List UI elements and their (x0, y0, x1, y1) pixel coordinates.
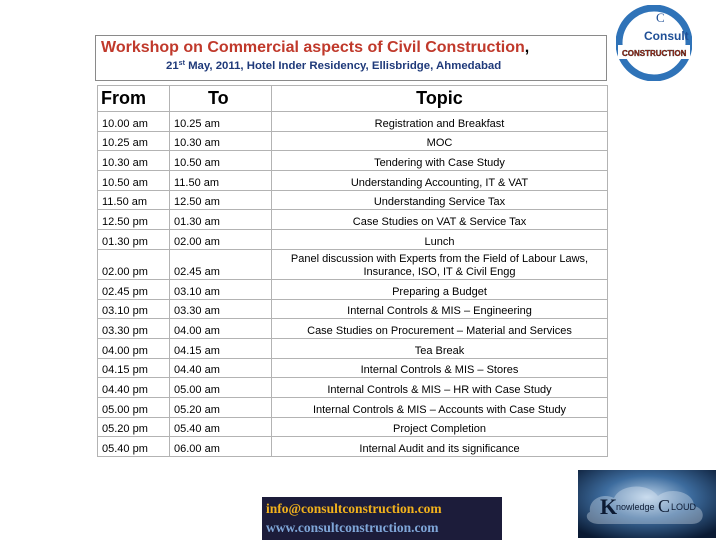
workshop-title (101, 39, 529, 57)
workshop-header (95, 35, 607, 81)
table-row (98, 131, 608, 151)
cell-to: 10.25 am (170, 112, 272, 132)
table-row (98, 299, 608, 319)
table-row (98, 151, 608, 171)
cell-to: 05.20 am (170, 397, 272, 417)
cell-topic: Internal Controls & MIS – Stores (272, 358, 608, 378)
table-header-row (98, 86, 608, 112)
cell-from: 05.00 pm (98, 397, 170, 417)
cell-to: 04.15 am (170, 338, 272, 358)
cell-from: 11.50 am (98, 190, 170, 210)
date-day: 21 (166, 60, 179, 72)
cell-to: 10.30 am (170, 131, 272, 151)
cell-from: 02.45 pm (98, 279, 170, 299)
kc-letter-c: C (658, 496, 671, 516)
cell-topic: Tendering with Case Study (272, 151, 608, 171)
cell-from: 10.30 am (98, 151, 170, 171)
table-row (98, 338, 608, 358)
cell-from: 10.25 am (98, 131, 170, 151)
logo-word-construction: CONSTRUCTION (622, 49, 687, 58)
cell-from: 02.00 pm (98, 249, 170, 279)
cell-to: 12.50 am (170, 190, 272, 210)
cell-from: 03.10 pm (98, 299, 170, 319)
contact-block (262, 497, 502, 540)
cell-from: 04.00 pm (98, 338, 170, 358)
cell-to: 05.00 am (170, 378, 272, 398)
table-row (98, 230, 608, 250)
cell-from: 12.50 pm (98, 210, 170, 230)
cell-from: 04.40 pm (98, 378, 170, 398)
table-row (98, 319, 608, 339)
workshop-date-venue (166, 60, 501, 72)
title-text: Workshop on Commercial aspects of Civil Construction (101, 39, 525, 56)
cell-topic: Internal Controls & MIS – Engineering (272, 299, 608, 319)
cell-to: 03.30 am (170, 299, 272, 319)
cell-from: 01.30 pm (98, 230, 170, 250)
cell-from: 10.00 am (98, 112, 170, 132)
schedule-table (97, 85, 608, 457)
cell-topic: Case Studies on Procurement – Material and Services (272, 319, 608, 339)
table-row (98, 112, 608, 132)
header-topic: Topic (272, 86, 608, 112)
table-row (98, 249, 608, 279)
cell-to: 02.00 am (170, 230, 272, 250)
website-link[interactable]: www.consultconstruction.com (266, 520, 439, 535)
table-row (98, 358, 608, 378)
cell-from: 05.20 pm (98, 417, 170, 437)
cell-to: 03.10 am (170, 279, 272, 299)
cell-topic: Tea Break (272, 338, 608, 358)
date-venue-text: May, 2011, Hotel Inder Residency, Ellisbridge, Ahmedabad (184, 60, 502, 72)
cell-from: 03.30 pm (98, 319, 170, 339)
table-row (98, 279, 608, 299)
table-row (98, 190, 608, 210)
table-row (98, 210, 608, 230)
date-suffix: st (178, 60, 185, 67)
email-link[interactable]: info@consultconstruction.com (266, 501, 442, 516)
logo-word-consult: Consult (644, 29, 689, 43)
kc-letter-k: K (600, 494, 618, 519)
cell-topic: Understanding Service Tax (272, 190, 608, 210)
cell-to: 01.30 am (170, 210, 272, 230)
cell-to: 06.00 am (170, 437, 272, 457)
cell-from: 10.50 am (98, 171, 170, 191)
table-row (98, 417, 608, 437)
cell-topic: Understanding Accounting, IT & VAT (272, 171, 608, 191)
cell-from: 04.15 pm (98, 358, 170, 378)
cell-topic: Lunch (272, 230, 608, 250)
knowledge-cloud-logo (578, 470, 716, 538)
cell-to: 04.00 am (170, 319, 272, 339)
cell-from: 05.40 pm (98, 437, 170, 457)
cell-topic: Internal Controls & MIS – HR with Case Study (272, 378, 608, 398)
cell-to: 04.40 am (170, 358, 272, 378)
cell-topic: Registration and Breakfast (272, 112, 608, 132)
cell-to: 05.40 am (170, 417, 272, 437)
cell-topic: Preparing a Budget (272, 279, 608, 299)
cell-topic: Case Studies on VAT & Service Tax (272, 210, 608, 230)
table-row (98, 397, 608, 417)
logo-letter: C (656, 10, 665, 25)
consult-construction-logo (616, 5, 692, 81)
header-to: To (170, 86, 272, 112)
title-comma: , (524, 39, 530, 56)
cell-topic: Internal Audit and its significance (272, 437, 608, 457)
table-row (98, 378, 608, 398)
cell-topic: Internal Controls & MIS – Accounts with Case Study (272, 397, 608, 417)
table-row (98, 437, 608, 457)
header-from: From (98, 86, 170, 112)
kc-word-nowledge: nowledge (616, 502, 655, 512)
kc-word-loud: LOUD (671, 502, 697, 512)
cell-to: 10.50 am (170, 151, 272, 171)
cell-to: 11.50 am (170, 171, 272, 191)
table-row (98, 171, 608, 191)
cell-topic: Project Completion (272, 417, 608, 437)
cell-topic: Panel discussion with Experts from the Field of Labour Laws, Insurance, ISO, IT & Civil Engg (272, 249, 608, 279)
cell-to: 02.45 am (170, 249, 272, 279)
cell-topic: MOC (272, 131, 608, 151)
